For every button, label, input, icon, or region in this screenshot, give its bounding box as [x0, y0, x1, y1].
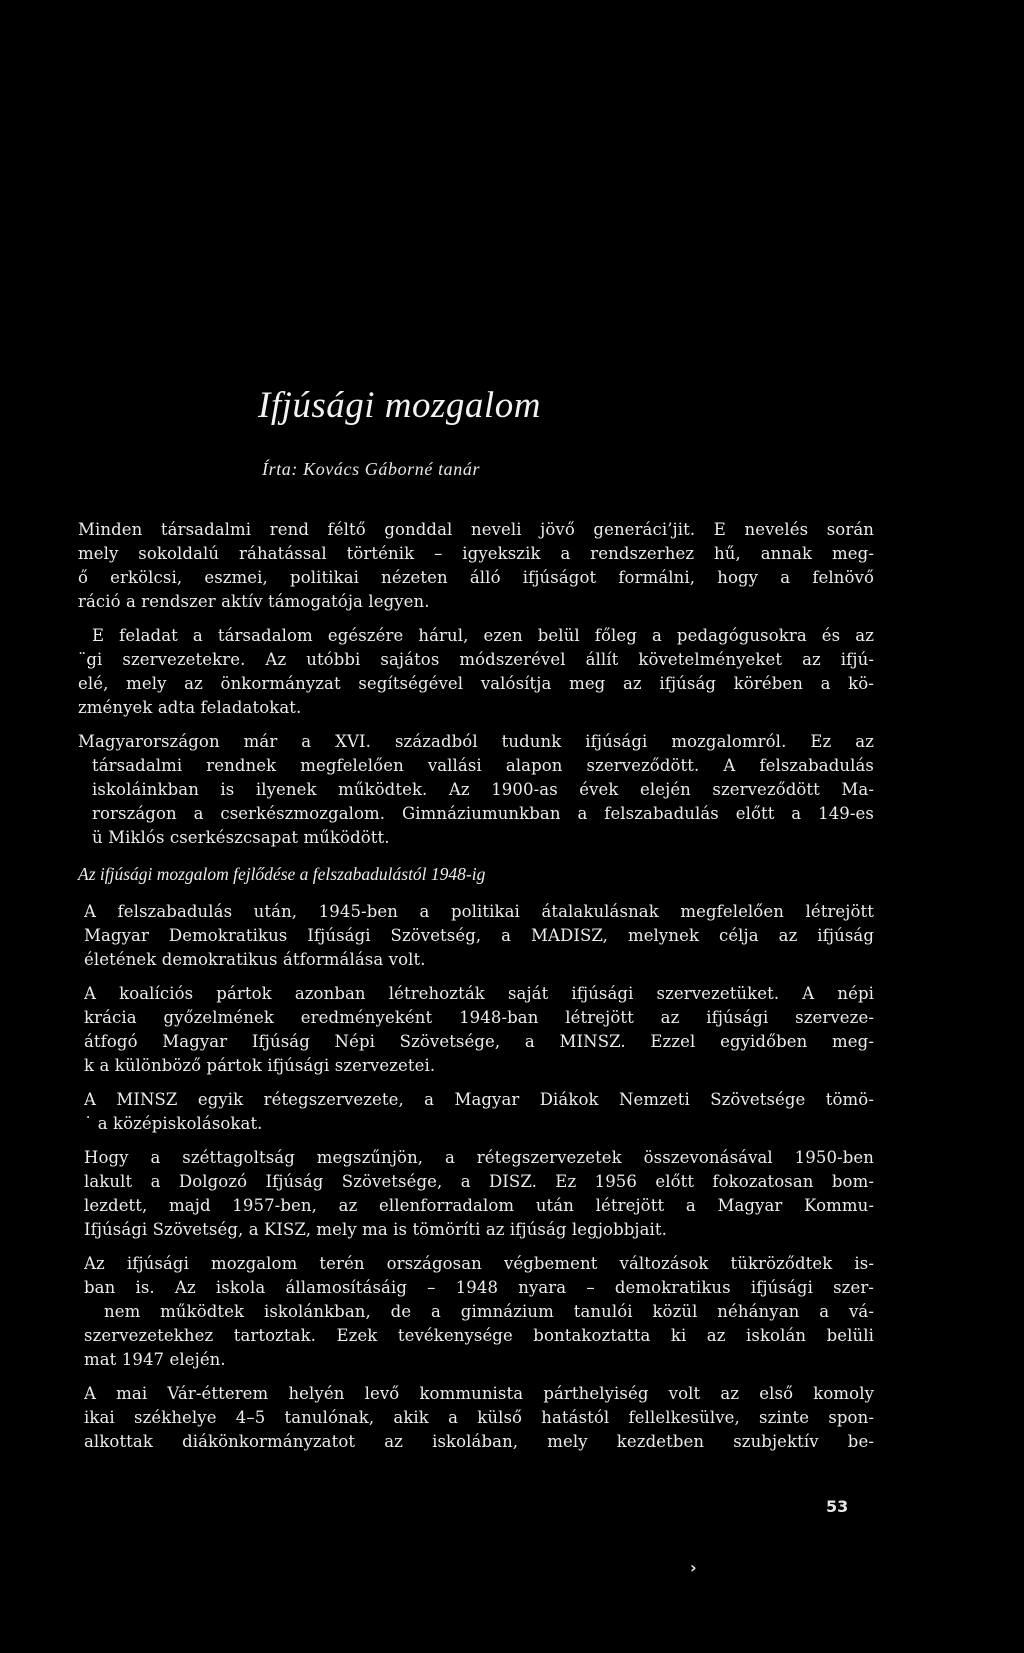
text-line: ˙ a középiskolásokat.	[84, 1114, 263, 1133]
text-line: szervezetekhez tartoztak. Ezek tevékenysége bontakoztatta ki az iskolán belüli	[84, 1326, 874, 1345]
text-line: ¨gi szervezetekre. Az utóbbi sajátos módszerével állít követelményeket az ifjú-	[78, 650, 874, 669]
text-line: iskoláinkban is ilyenek működtek. Az 1900-as évek elején szerveződött Ma-	[92, 780, 874, 799]
page-number: 53	[826, 1497, 849, 1516]
text-line: elé, mely az önkormányzat segítségével valósítja meg az ifjúság körében a kö-	[78, 674, 874, 693]
text-line: A felszabadulás után, 1945-ben a politikai átalakulásnak megfelelően létrejött	[84, 902, 874, 921]
text-line: ikai székhelye 4–5 tanulónak, akik a külső hatástól fellelkesülve, szinte spon-	[84, 1408, 874, 1427]
text-line: Magyar Demokratikus Ifjúsági Szövetség, a MADISZ, melynek célja az ifjúság	[84, 926, 874, 945]
text-line: társadalmi rendnek megfelelően vallási alapon szerveződött. A felszabadulás	[92, 756, 874, 775]
text-line: Az ifjúsági mozgalom terén országosan végbement változások tükröződtek is-	[84, 1254, 874, 1273]
text-line: lakult a Dolgozó Ifjúság Szövetsége, a DISZ. Ez 1956 előtt fokozatosan bom-	[84, 1172, 874, 1191]
article-byline: Írta: Kovács Gáborné tanár	[262, 459, 481, 479]
text-line: mat 1947 elején.	[84, 1350, 226, 1369]
text-line: átfogó Magyar Ifjúság Népi Szövetsége, a MINSZ. Ezzel egyidőben meg-	[84, 1032, 874, 1051]
text-line: Minden társadalmi rend féltő gonddal neveli jövő generáci’jit. E nevelés során	[78, 520, 874, 539]
text-line: alkottak diákönkormányzatot az iskolában, mely kezdetben szubjektív be-	[84, 1432, 874, 1451]
text-line: ráció a rendszer aktív támogatója legyen.	[78, 592, 430, 611]
text-line: életének demokratikus átformálása volt.	[84, 950, 426, 969]
text-line: rországon a cserkészmozgalom. Gimnáziumunkban a felszabadulás előtt a 149-es	[92, 804, 874, 823]
corner-mark: ›	[690, 1558, 697, 1577]
text-line: mely sokoldalú ráhatással történik – igyekszik a rendszerhez hű, annak meg-	[78, 544, 874, 563]
text-line: A mai Vár-étterem helyén levő kommunista párthelyiség volt az első komoly	[84, 1384, 874, 1403]
article-title: Ifjúsági mozgalom	[258, 385, 541, 426]
text-line: k a különböző pártok ifjúsági szervezetei.	[84, 1056, 436, 1075]
text-line: ő erkölcsi, eszmei, politikai nézeten álló ifjúságot formálni, hogy a felnövő	[78, 568, 874, 587]
text-line: Magyarországon már a XVI. századból tudunk ifjúsági mozgalomról. Ez az	[78, 732, 874, 751]
text-line: nem működtek iskolánkban, de a gimnázium tanulói közül néhányan a vá-	[104, 1302, 874, 1321]
text-line: Ifjúsági Szövetség, a KISZ, mely ma is tömöríti az ifjúság legjobbjait.	[84, 1220, 668, 1239]
text-line: Hogy a széttagoltság megszűnjön, a rétegszervezetek összevonásával 1950-ben	[84, 1148, 874, 1167]
text-line: E feladat a társadalom egészére hárul, ezen belül főleg a pedagógusokra és az	[92, 626, 874, 645]
text-line: lezdett, majd 1957-ben, az ellenforradalom után létrejött a Magyar Kommu-	[84, 1196, 874, 1215]
text-line: zmények adta feladatokat.	[78, 698, 302, 717]
text-line: A koalíciós pártok azonban létrehozták saját ifjúsági szervezetüket. A népi	[84, 984, 874, 1003]
text-line: A MINSZ egyik rétegszervezete, a Magyar Diákok Nemzeti Szövetsége tömö-	[84, 1090, 874, 1109]
text-line: ban is. Az iskola államosításáig – 1948 nyara – demokratikus ifjúsági szer-	[84, 1278, 874, 1297]
section-subheading: Az ifjúsági mozgalom fejlődése a felszabadulástól 1948-ig	[78, 864, 486, 884]
text-line: ü Miklós cserkészcsapat működött.	[92, 828, 390, 847]
text-line: krácia győzelmének eredményeként 1948-ban létrejött az ifjúsági szerveze-	[84, 1008, 874, 1027]
